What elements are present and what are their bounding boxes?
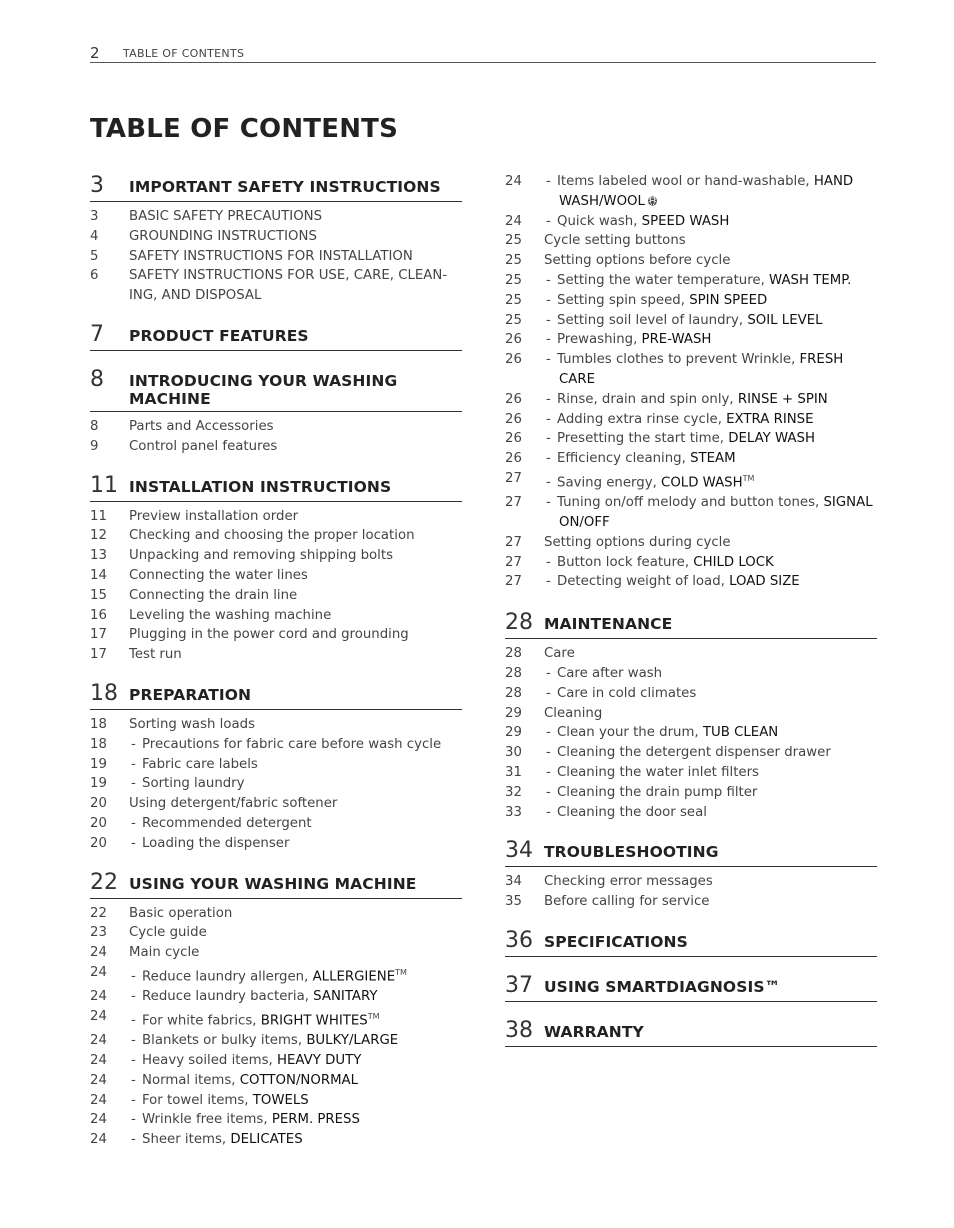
toc-entry[interactable]	[90, 943, 462, 963]
toc-entry[interactable]	[505, 892, 877, 912]
entry-text: Setting spin speed,	[557, 292, 690, 308]
entry-text: Connecting the water lines	[129, 567, 308, 583]
toc-entry[interactable]	[90, 904, 462, 924]
cycle-keyword-line2: ON/OFF	[559, 514, 610, 530]
toc-entry[interactable]	[90, 606, 462, 626]
section-using	[90, 870, 462, 1150]
entry-page: 11	[90, 508, 107, 524]
cycle-keyword: COTTON/NORMAL	[239, 1072, 359, 1088]
entry-page: 20	[90, 835, 107, 851]
entry-text: Setting soil level of laundry,	[557, 312, 748, 328]
toc-entry[interactable]	[90, 437, 462, 457]
entry-page: 24	[90, 1052, 107, 1068]
toc-subentry[interactable]: 27 - Saving energy, COLD WASH™	[505, 469, 877, 493]
toc-subentry[interactable]: 19 - Fabric care labels	[90, 755, 462, 775]
running-header-label: TABLE OF CONTENTS	[123, 47, 245, 60]
entry-page: 33	[505, 804, 522, 820]
section-title: INSTALLATION INSTRUCTIONS	[129, 477, 392, 496]
entry-page: 22	[90, 905, 107, 921]
entry-text: Basic operation	[129, 905, 233, 921]
toc-subentry[interactable]: 25 - Setting soil level of laundry, SOIL LEVEL	[505, 311, 877, 331]
cycle-keyword: FRESH	[799, 352, 844, 368]
toc-entry[interactable]	[505, 644, 877, 664]
toc-subentry[interactable]: 24 - Items labeled wool or hand-washable, HAND WASH/WOOL	[505, 172, 877, 212]
entry-page: 18	[90, 736, 107, 752]
entry-page: 24	[90, 1072, 107, 1088]
entry-page: 25	[505, 312, 522, 328]
section-introducing	[90, 367, 462, 457]
section-title: PRODUCT FEATURES	[129, 326, 309, 345]
toc-subentry[interactable]: 24 - Wrinkle free items, PERM. PRESS	[90, 1110, 462, 1130]
entry-text: Sorting laundry	[142, 776, 245, 792]
toc-subentry[interactable]: 24 - Sheer items, DELICATES	[90, 1130, 462, 1150]
cycle-keyword: TOWELS	[252, 1092, 309, 1108]
entry-page: 31	[505, 764, 522, 780]
entry-page: 19	[90, 756, 107, 772]
entry-text: Care in cold climates	[557, 685, 697, 701]
entry-page: 3	[90, 209, 99, 224]
toc-entry[interactable]	[90, 586, 462, 606]
section-page: 18	[90, 680, 118, 706]
entry-page: 27	[505, 495, 522, 511]
toc-entry[interactable]	[90, 923, 462, 943]
entry-page: 19	[90, 776, 107, 792]
entry-text: Adding extra rinse cycle,	[557, 411, 727, 427]
entry-text: Reduce laundry bacteria,	[142, 989, 314, 1005]
entry-page: 18	[90, 716, 107, 732]
toc-subentry[interactable]: 24 - For towel items, TOWELS	[90, 1091, 462, 1111]
section-page: 22	[90, 869, 118, 895]
entry-text: Tuning on/off melody and button tones,	[557, 495, 824, 511]
entry-text: Care	[544, 646, 575, 662]
section-preparation	[90, 681, 462, 854]
section-heading[interactable]	[90, 173, 462, 202]
entry-page: 24	[90, 1008, 107, 1024]
entry-page: 35	[505, 894, 522, 910]
entry-page: 24	[90, 945, 107, 961]
entry-page: 20	[90, 815, 107, 831]
entry-text: Leveling the washing machine	[129, 607, 332, 623]
toc-subentry[interactable]: 26 - Adding extra rinse cycle, EXTRA RINSE	[505, 410, 877, 430]
cycle-keyword: PERM. PRESS	[271, 1112, 360, 1128]
entry-page: 25	[505, 253, 522, 269]
entry-text: Fabric care labels	[142, 756, 258, 772]
page-header	[90, 44, 876, 63]
toc-entry[interactable]	[90, 417, 462, 437]
section-warranty	[505, 1018, 877, 1047]
toc-entry[interactable]	[90, 566, 462, 586]
toc-subentry[interactable]: 24 - For white fabrics, BRIGHT WHITES™	[90, 1007, 462, 1031]
section-title: INTRODUCING YOUR WASHING MACHINE	[129, 371, 398, 408]
cycle-keyword: BRIGHT WHITES	[260, 1013, 368, 1029]
toc-subentry[interactable]: 20 - Recommended detergent	[90, 814, 462, 834]
entry-text: GROUNDING INSTRUCTIONS	[129, 228, 317, 244]
trademark-mark: TM	[742, 473, 755, 483]
cycle-keyword: SPEED WASH	[641, 213, 730, 229]
entry-text: Quick wash,	[557, 213, 642, 229]
toc-subentry[interactable]: 27 - Detecting weight of load, LOAD SIZE	[505, 572, 877, 592]
toc-entry[interactable]	[505, 533, 877, 553]
toc-entry[interactable]	[90, 207, 462, 227]
entry-text-line1: SAFETY INSTRUCTIONS FOR USE, CARE, CLEAN-	[129, 268, 448, 284]
entry-text: Connecting the drain line	[129, 587, 298, 603]
entry-page: 27	[505, 470, 522, 486]
entry-text: Normal items,	[142, 1072, 240, 1088]
cycle-keyword: SIGNAL	[823, 495, 873, 511]
section-safety	[90, 173, 462, 306]
cycle-keyword: TUB CLEAN	[702, 725, 779, 741]
entry-page: 26	[505, 332, 522, 348]
toc-entry[interactable]	[90, 546, 462, 566]
toc-entry[interactable]	[90, 645, 462, 665]
toc-subentry[interactable]: 24 - Quick wash, SPEED WASH	[505, 212, 877, 232]
toc-subentry[interactable]: 19 - Sorting laundry	[90, 774, 462, 794]
entry-page: 34	[505, 874, 522, 890]
toc-subentry[interactable]: 24 - Blankets or bulky items, BULKY/LARGE	[90, 1031, 462, 1051]
entry-text: Wrinkle free items,	[142, 1112, 272, 1128]
toc-entry[interactable]	[505, 704, 877, 724]
toc-subentry[interactable]: 26 - Tumbles clothes to prevent Wrinkle, FRESH CARE	[505, 350, 877, 390]
toc-subentry[interactable]: 31 - Cleaning the water inlet filters	[505, 763, 877, 783]
entry-page: 24	[90, 1033, 107, 1049]
section-heading[interactable]	[505, 973, 877, 1002]
trademark-mark: TM	[367, 1011, 380, 1021]
toc-subentry[interactable]: 30 - Cleaning the detergent dispenser drawer	[505, 743, 877, 763]
entry-page: 24	[90, 964, 107, 980]
entry-text: Rinse, drain and spin only,	[557, 391, 738, 407]
entry-page: 29	[505, 725, 522, 741]
entry-page: 24	[90, 1112, 107, 1128]
section-title: IMPORTANT SAFETY INSTRUCTIONS	[129, 178, 441, 196]
toc-subentry[interactable]: 26 - Efficiency cleaning, STEAM	[505, 449, 877, 469]
toc-subentry[interactable]: 25 - Setting spin speed, SPIN SPEED	[505, 291, 877, 311]
page-title: TABLE OF CONTENTS	[90, 114, 399, 144]
entry-text: Recommended detergent	[142, 815, 312, 831]
section-installation	[90, 473, 462, 665]
toc-entry[interactable]	[505, 251, 877, 271]
toc-subentry[interactable]: 24 - Normal items, COTTON/NORMAL	[90, 1071, 462, 1091]
toc-entry[interactable]	[90, 227, 462, 247]
entry-page: 29	[505, 705, 522, 721]
entry-text: Sorting wash loads	[129, 716, 255, 732]
toc-subentry[interactable]: 26 - Prewashing, PRE-WASH	[505, 330, 877, 350]
section-page: 28	[505, 610, 533, 636]
entry-text: Precautions for fabric care before wash cycle	[142, 736, 442, 752]
section-title: SPECIFICATIONS	[544, 932, 688, 951]
entry-text: Care after wash	[557, 665, 663, 681]
entry-text: Setting options during cycle	[544, 534, 731, 550]
entry-text: BASIC SAFETY PRECAUTIONS	[129, 209, 323, 224]
entry-text: Cleaning the drain pump filter	[557, 784, 758, 800]
entry-text: Setting the water temperature,	[557, 272, 770, 288]
entry-page: 15	[90, 587, 107, 603]
entry-text: Before calling for service	[544, 894, 710, 910]
section-heading[interactable]	[90, 367, 462, 412]
entry-text: Tumbles clothes to prevent Wrinkle,	[557, 352, 800, 368]
cycle-keyword: COLD WASH	[661, 475, 743, 491]
entry-text: Setting options before cycle	[544, 253, 731, 269]
entry-page: 30	[505, 745, 522, 761]
entry-page: 25	[505, 272, 522, 288]
entry-page: 5	[90, 248, 99, 264]
entry-text: Cycle guide	[129, 925, 207, 941]
entry-text: Clean your the drum,	[557, 725, 703, 741]
toc-subentry[interactable]: 28 - Care in cold climates	[505, 684, 877, 704]
cycle-keyword: BULKY/LARGE	[306, 1033, 399, 1049]
section-title: WARRANTY	[544, 1022, 644, 1041]
entry-page: 24	[505, 174, 522, 189]
toc-subentry[interactable]: 27 - Button lock feature, CHILD LOCK	[505, 553, 877, 573]
entry-text: Sheer items,	[142, 1132, 231, 1148]
entry-page: 28	[505, 665, 522, 681]
cycle-keyword: ALLERGIENE	[312, 969, 396, 985]
entry-page: 24	[90, 1092, 107, 1108]
section-heading[interactable]	[505, 838, 877, 867]
section-smartdiagnosis	[505, 973, 877, 1002]
entry-page: 27	[505, 574, 522, 590]
toc-entry[interactable]	[90, 794, 462, 814]
entry-page: 27	[505, 554, 522, 570]
cycle-keyword: DELAY WASH	[728, 431, 815, 447]
cycle-keyword: PRE-WASH	[641, 332, 712, 348]
toc-entry[interactable]	[90, 247, 462, 267]
section-heading[interactable]	[505, 610, 877, 639]
section-page: 37	[505, 972, 533, 998]
toc-entry[interactable]	[505, 231, 877, 251]
section-heading[interactable]	[90, 322, 462, 351]
entry-text: Saving energy,	[557, 475, 662, 491]
entry-page: 24	[90, 1132, 107, 1148]
toc-right-column	[505, 173, 877, 1063]
toc-left-column	[90, 173, 462, 1166]
section-heading[interactable]	[90, 473, 462, 502]
entry-page: 12	[90, 528, 107, 544]
entry-text: SAFETY INSTRUCTIONS FOR INSTALLATION	[129, 248, 413, 264]
toc-subentry[interactable]: 24 - Heavy soiled items, HEAVY DUTY	[90, 1051, 462, 1071]
cycle-keyword: CHILD LOCK	[693, 554, 774, 570]
section-page: 38	[505, 1017, 533, 1043]
entry-text: Control panel features	[129, 438, 278, 454]
section-page: 8	[90, 366, 104, 392]
toc-entry[interactable]	[90, 715, 462, 735]
entry-text: Items labeled wool or hand-washable,	[557, 174, 814, 189]
page-number: 2	[90, 44, 100, 62]
toc-subentry[interactable]: 33 - Cleaning the door seal	[505, 803, 877, 823]
entry-text: Heavy soiled items,	[142, 1052, 278, 1068]
entry-text: Prewashing,	[557, 332, 642, 348]
entry-text	[129, 266, 462, 306]
entry-page: 23	[90, 925, 107, 941]
cycle-keyword: STEAM	[690, 451, 736, 467]
entry-text: Cleaning	[544, 705, 603, 721]
cycle-keyword: SOIL LEVEL	[747, 312, 823, 328]
entry-text: Checking error messages	[544, 874, 713, 890]
entry-page: 20	[90, 796, 107, 812]
cycle-keyword: HAND	[813, 174, 854, 189]
toc-entry[interactable]	[90, 625, 462, 645]
cycle-keyword: DELICATES	[230, 1132, 303, 1148]
cycle-keyword: WASH TEMP.	[769, 272, 852, 288]
section-heading[interactable]	[505, 928, 877, 957]
entry-text: Cleaning the door seal	[557, 804, 707, 820]
section-heading[interactable]	[90, 870, 462, 899]
trademark-mark: TM	[395, 967, 407, 977]
toc-subentry[interactable]: 26 - Presetting the start time, DELAY WASH	[505, 429, 877, 449]
section-using-continued	[505, 172, 877, 592]
section-page: 34	[505, 838, 533, 864]
section-page: 3	[90, 173, 104, 198]
entry-text: Plugging in the power cord and grounding	[129, 627, 409, 643]
toc-subentry[interactable]: 28 - Care after wash	[505, 664, 877, 684]
toc-subentry[interactable]: 20 - Loading the dispenser	[90, 834, 462, 854]
cycle-keyword: LOAD SIZE	[729, 574, 800, 590]
section-troubleshooting	[505, 838, 877, 912]
entry-page: 32	[505, 784, 522, 800]
entry-text: Button lock feature,	[557, 554, 694, 570]
entry-page: 26	[505, 451, 522, 467]
entry-text: For towel items,	[142, 1092, 253, 1108]
entry-text: For white fabrics,	[142, 1013, 261, 1029]
entry-page: 16	[90, 607, 107, 623]
entry-text: Test run	[129, 647, 182, 663]
wool-icon	[647, 195, 658, 206]
toc-entry[interactable]	[90, 266, 462, 306]
toc-entry[interactable]	[90, 507, 462, 527]
section-title: TROUBLESHOOTING	[544, 843, 719, 862]
toc-subentry[interactable]: 18 - Precautions for fabric care before wash cycle	[90, 735, 462, 755]
section-title: USING YOUR WASHING MACHINE	[129, 874, 417, 893]
entry-text: Preview installation order	[129, 508, 299, 524]
cycle-keyword-line2: CARE	[559, 371, 596, 387]
entry-page: 25	[505, 292, 522, 308]
toc-subentry[interactable]: 26 - Rinse, drain and spin only, RINSE + SPIN	[505, 390, 877, 410]
entry-page: 27	[505, 534, 522, 550]
entry-page: 13	[90, 548, 107, 564]
section-product-features	[90, 322, 462, 351]
section-heading[interactable]	[90, 681, 462, 710]
entry-page: 17	[90, 647, 107, 663]
toc-subentry[interactable]: 25 - Setting the water temperature, WASH TEMP.	[505, 271, 877, 291]
entry-text: Presetting the start time,	[557, 431, 729, 447]
entry-text: Using detergent/fabric softener	[129, 796, 338, 812]
cycle-keyword: HEAVY DUTY	[277, 1052, 362, 1068]
section-heading[interactable]	[505, 1018, 877, 1047]
entry-page: 26	[505, 431, 522, 447]
toc-subentry[interactable]: 32 - Cleaning the drain pump filter	[505, 783, 877, 803]
entry-page: 25	[505, 233, 522, 249]
entry-text: Cleaning the water inlet filters	[557, 764, 759, 780]
toc-subentry[interactable]: 27 - Tuning on/off melody and button tones, SIGNAL ON/OFF	[505, 493, 877, 533]
cycle-keyword-line2: WASH/WOOL	[559, 193, 645, 209]
entry-text-line2: ING, AND DISPOSAL	[129, 288, 262, 304]
entry-page: 24	[90, 989, 107, 1005]
entry-page: 14	[90, 567, 107, 583]
entry-page: 4	[90, 228, 99, 244]
entry-page: 8	[90, 418, 99, 434]
toc-entry[interactable]	[90, 526, 462, 546]
entry-page: 6	[90, 268, 99, 284]
cycle-keyword: RINSE + SPIN	[737, 391, 828, 407]
cycle-keyword: SANITARY	[313, 989, 378, 1005]
entry-page: 9	[90, 438, 99, 454]
entry-page: 28	[505, 646, 522, 662]
entry-text: Detecting weight of load,	[557, 574, 730, 590]
toc-subentry[interactable]: 24 - Reduce laundry allergen, ALLERGIENE™	[90, 963, 462, 987]
entry-text: Parts and Accessories	[129, 418, 274, 434]
entry-page: 17	[90, 627, 107, 643]
section-title: USING SMARTDIAGNOSIS™	[544, 977, 781, 996]
entry-page: 26	[505, 391, 522, 407]
entry-text: Checking and choosing the proper location	[129, 528, 415, 544]
section-page: 11	[90, 472, 118, 498]
entry-text: Efficiency cleaning,	[557, 451, 691, 467]
entry-page: 26	[505, 352, 522, 368]
cycle-keyword: SPIN SPEED	[689, 292, 768, 308]
section-maintenance	[505, 610, 877, 822]
entry-page: 26	[505, 411, 522, 427]
entry-text: Cleaning the detergent dispenser drawer	[557, 745, 831, 761]
entry-text: Unpacking and removing shipping bolts	[129, 548, 394, 564]
entry-text: Blankets or bulky items,	[142, 1033, 307, 1049]
cycle-keyword: EXTRA RINSE	[726, 411, 814, 427]
entry-text: Cycle setting buttons	[544, 233, 686, 249]
toc-subentry[interactable]: 29 - Clean your the drum, TUB CLEAN	[505, 723, 877, 743]
entry-page: 28	[505, 685, 522, 701]
section-title: PREPARATION	[129, 685, 252, 704]
section-page: 7	[90, 321, 104, 347]
entry-text: Reduce laundry allergen,	[142, 969, 313, 985]
toc-entry[interactable]	[505, 872, 877, 892]
entry-text: Main cycle	[129, 945, 200, 961]
entry-page: 24	[505, 213, 522, 229]
section-specifications	[505, 928, 877, 957]
toc-subentry[interactable]: 24 - Reduce laundry bacteria, SANITARY	[90, 987, 462, 1007]
section-title: MAINTENANCE	[544, 615, 673, 634]
entry-text: Loading the dispenser	[142, 835, 290, 851]
section-page: 36	[505, 927, 533, 953]
